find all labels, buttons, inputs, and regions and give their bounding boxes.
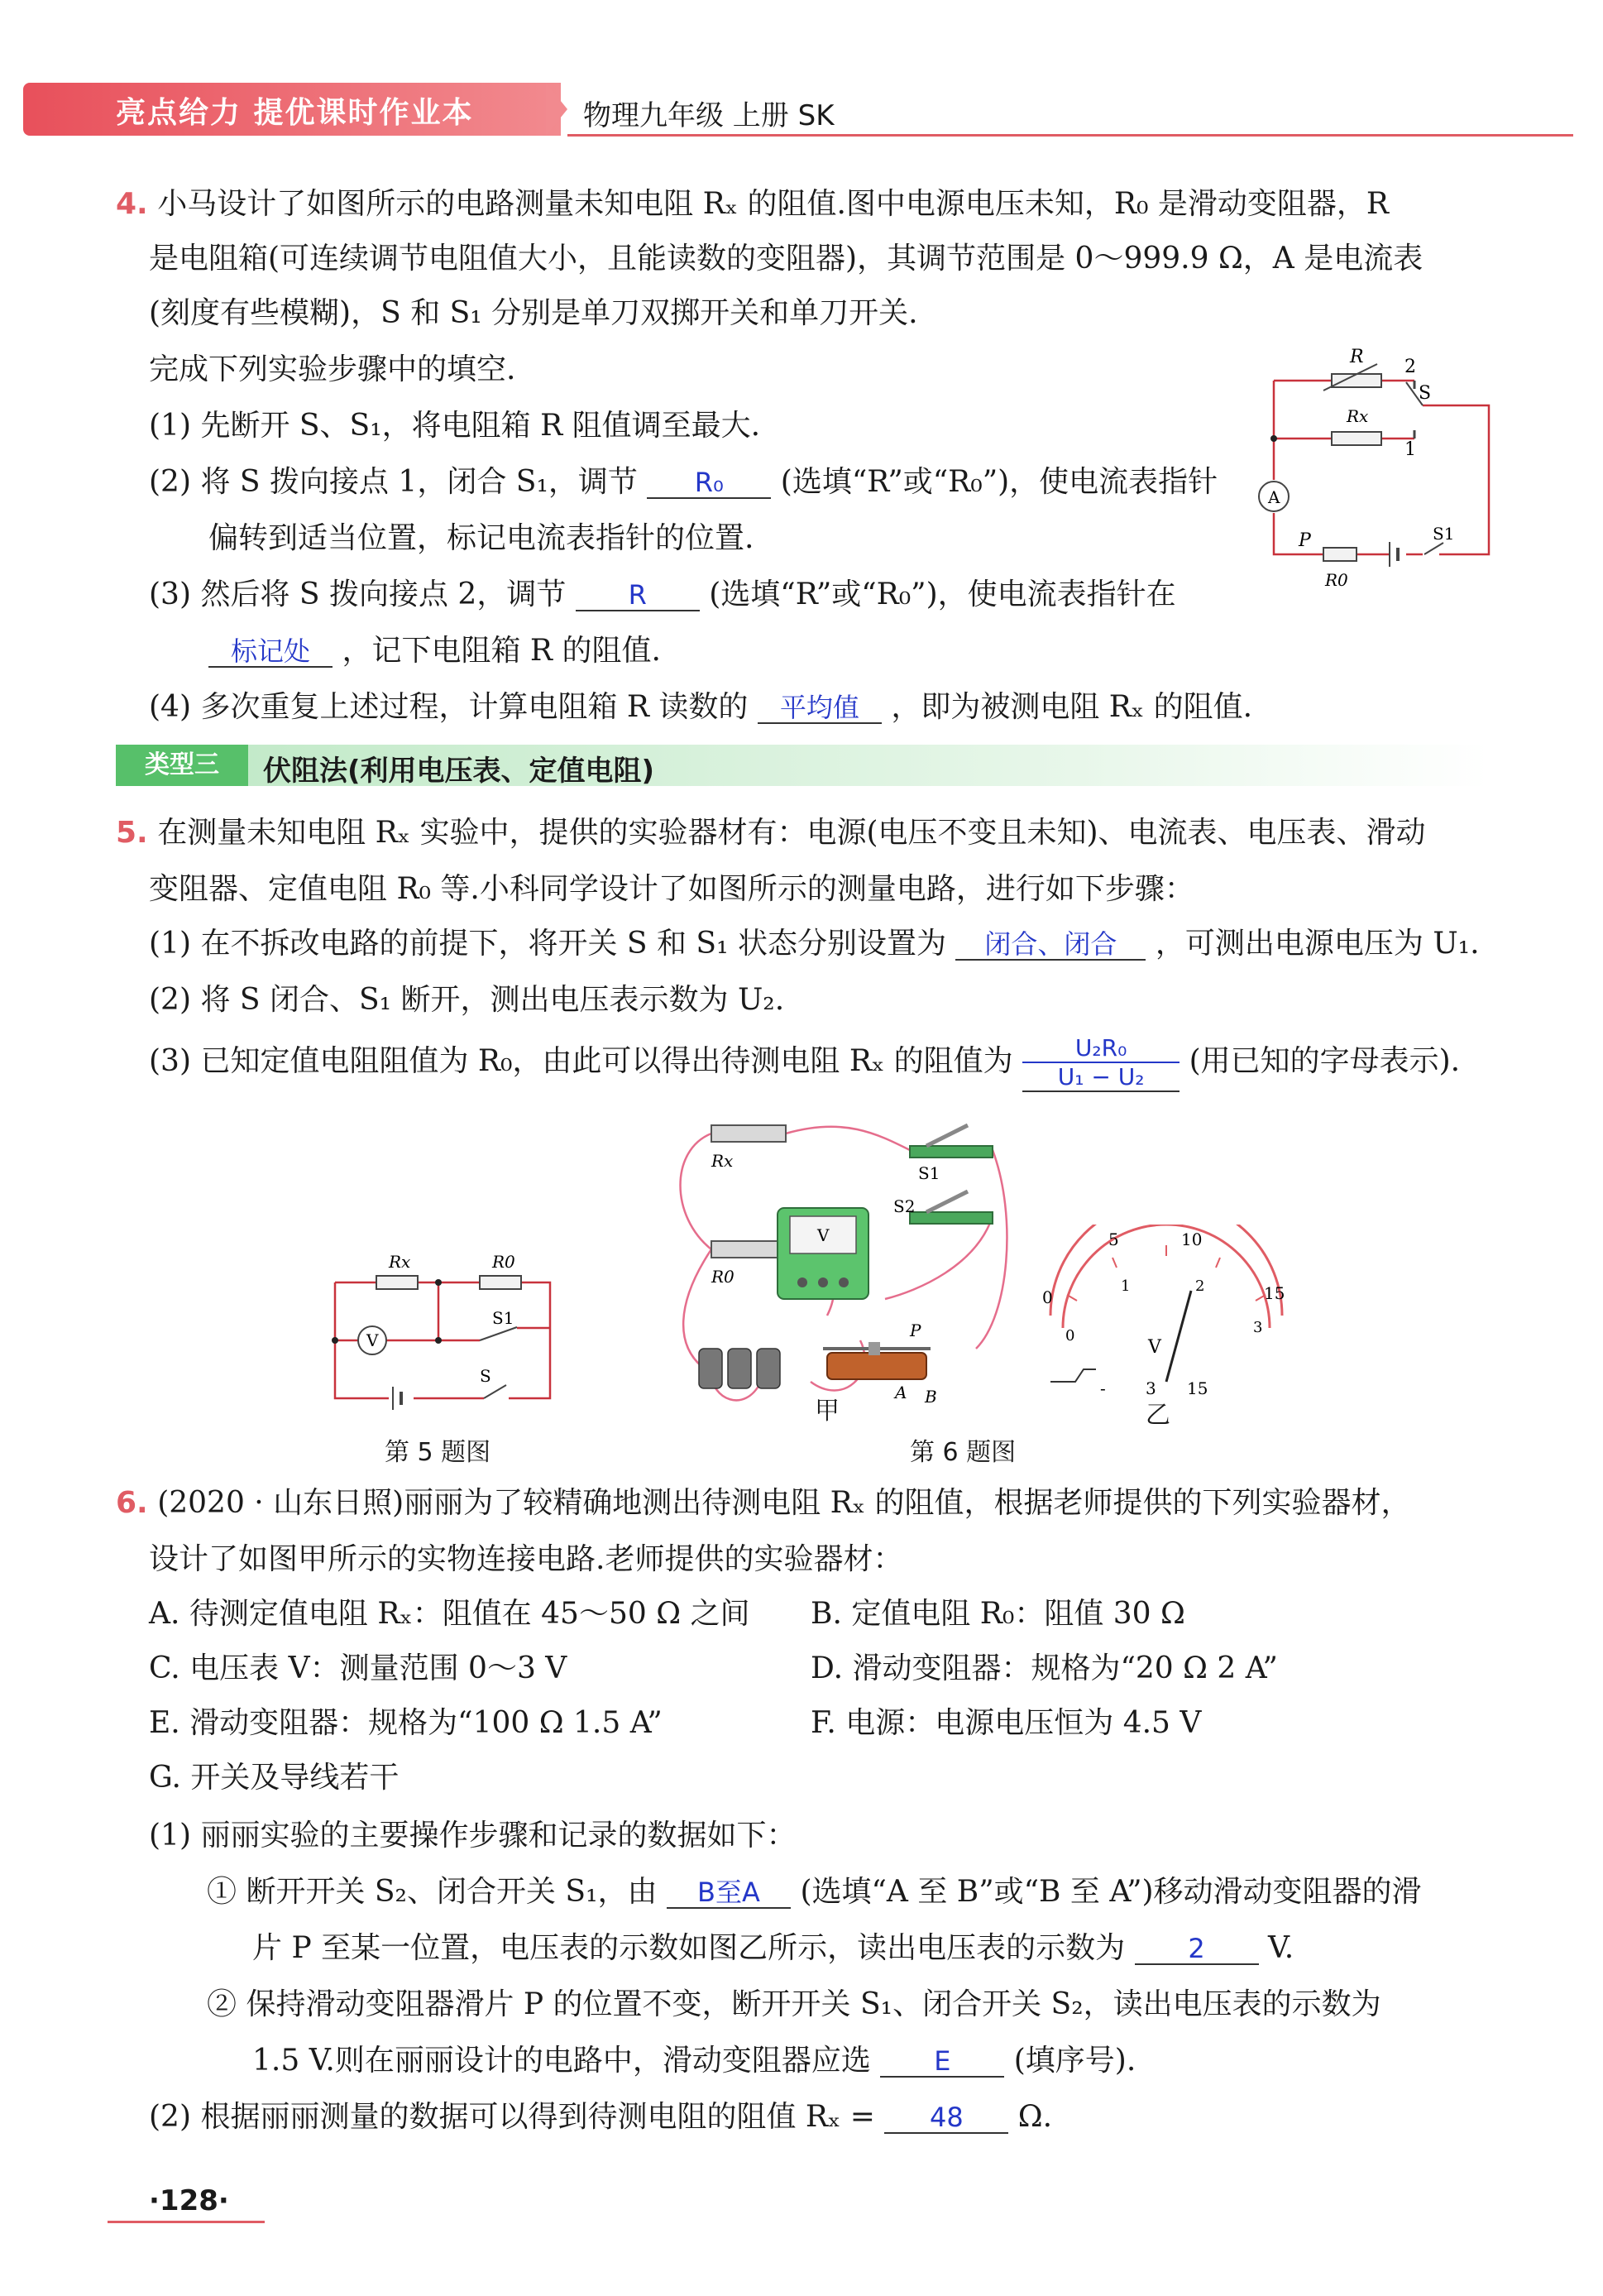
- dial-bottom-0: 0: [1065, 1327, 1075, 1345]
- q6-step-1: ① 断开开关 S₂、闭合开关 S₁，由 B至A (选填“A 至 B”或“B 至 A”)移动滑动变阻器的滑: [207, 1875, 1422, 1909]
- q5-step-2: (2) 将 S 闭合、S₁ 断开，测出电压表示数为 U₂.: [149, 983, 785, 1017]
- q5-circuit-figure: [323, 1233, 562, 1423]
- q5-answer-1: 闭合、闭合: [955, 930, 1146, 961]
- q5-fig-label-R0: R0: [492, 1252, 515, 1272]
- q4-fig-label-R0: R0: [1325, 570, 1348, 590]
- q5-fraction-numerator: U₂R₀: [1022, 1034, 1180, 1063]
- q4-step-4: (4) 多次重复上述过程，计算电阻箱 R 读数的 平均值 ，即为被测电阻 Rₓ 的阻值.: [149, 690, 1253, 724]
- dial-terminal-15: 15: [1187, 1378, 1208, 1398]
- dial-top-5: 5: [1108, 1229, 1119, 1249]
- q5-fig-label-S: S: [480, 1366, 491, 1386]
- q6-option-d: D. 滑动变阻器：规格为“20 Ω 2 A”: [811, 1651, 1278, 1685]
- dial-unit-V: V: [1148, 1337, 1161, 1358]
- fig6-yi-figure: [1034, 1225, 1299, 1415]
- q4-fig-label-1: 1: [1404, 439, 1416, 460]
- q5-step-3: (3) 已知定值电阻阻值为 R₀，由此可以得出待测电阻 Rₓ 的阻值为 $\frac{\text{U₂R₀}}{\text{U₁ − U₂}}$ (用已知的字母表示).: [149, 1034, 1461, 1090]
- subject-title: 物理九年级 上册 SK: [583, 99, 835, 132]
- q4-fig-label-S: S: [1419, 383, 1432, 404]
- page-number: ·128·: [149, 2184, 229, 2217]
- q6-option-e: E. 滑动变阻器：规格为“100 Ω 1.5 A”: [149, 1706, 663, 1740]
- q4-circuit-figure: [1241, 339, 1514, 612]
- dial-bottom-2: 2: [1195, 1277, 1205, 1295]
- fig6-yi-label: 乙: [1146, 1401, 1170, 1430]
- fig6-caption: 第 6 题图: [910, 1438, 1017, 1467]
- q4-answer-1: R₀: [647, 468, 771, 499]
- q6-option-g: G. 开关及导线若干: [149, 1761, 400, 1795]
- dial-terminal-minus: -: [1100, 1378, 1106, 1398]
- header-arrow: [546, 83, 567, 136]
- q6-option-b: B. 定值电阻 R₀：阻值 30 Ω: [811, 1597, 1185, 1631]
- q4-step-2-cont: 偏转到适当位置，标记电流表指针的位置.: [208, 521, 754, 555]
- section-title: 伏阻法(利用电压表、定值电阻): [263, 755, 655, 788]
- fig6-label-A: A: [895, 1383, 907, 1402]
- q6-part-2: (2) 根据丽丽测量的数据可以得到待测电阻的阻值 Rₓ = 48 Ω.: [149, 2100, 1053, 2134]
- q6-line-1: 6. (2020 · 山东日照)丽丽为了较精确地测出待测电阻 Rₓ 的阻值，根据老师提供的下列实验器材，: [116, 1486, 1411, 1520]
- dial-bottom-1: 1: [1121, 1277, 1131, 1295]
- q6-option-a: A. 待测定值电阻 Rₓ：阻值在 45～50 Ω 之间: [149, 1597, 750, 1631]
- q6-number: 6.: [116, 1486, 148, 1520]
- q4-answer-2: R: [576, 581, 700, 611]
- q4-line-2: 是电阻箱(可连续调节电阻值大小，且能读数的变阻器)，其调节范围是 0～999.9 Ω，A 是电流表: [149, 242, 1424, 276]
- fig6-label-meter: V: [817, 1225, 830, 1245]
- q4-line-3: (刻度有些模糊)，S 和 S₁ 分别是单刀双掷开关和单刀开关.: [149, 296, 918, 330]
- fig6-label-S2: S2: [893, 1196, 916, 1216]
- q4-step-2: (2) 将 S 拨向接点 1，闭合 S₁，调节 R₀ (选填“R”或“R₀”)，使电流表指针: [149, 465, 1218, 499]
- q4-step-3: (3) 然后将 S 拨向接点 2，调节 R (选填“R”或“R₀”)，使电流表指针在: [149, 578, 1176, 611]
- q5-line-2: 变阻器、定值电阻 R₀ 等.小科同学设计了如图所示的测量电路，进行如下步骤：: [149, 872, 1194, 906]
- q4-answer-4: 平均值: [758, 693, 882, 724]
- q4-line-4: 完成下列实验步骤中的填空.: [149, 352, 516, 386]
- q4-fig-label-S1: S1: [1433, 524, 1455, 544]
- fig6-jia-figure: [662, 1100, 1026, 1431]
- q5-line-1: 5. 在测量未知电阻 Rₓ 实验中，提供的实验器材有：电源(电压不变且未知)、电流表、电压表、滑动: [116, 816, 1426, 850]
- brand-title: 亮点给力 提优课时作业本: [116, 96, 474, 130]
- fig6-label-Rx: Rx: [711, 1151, 734, 1171]
- q4-fig-label-2: 2: [1404, 357, 1416, 377]
- fig6-label-R0: R0: [711, 1267, 735, 1287]
- q6-option-c: C. 电压表 V：测量范围 0～3 V: [149, 1651, 567, 1685]
- q4-fig-label-P: P: [1299, 530, 1311, 551]
- q6-line-2: 设计了如图甲所示的实物连接电路.老师提供的实验器材：: [149, 1542, 903, 1576]
- dial-terminal-3: 3: [1146, 1378, 1156, 1398]
- q4-fig-label-Rx: Rx: [1347, 406, 1369, 426]
- q6-step-2: ② 保持滑动变阻器滑片 P 的位置不变，断开开关 S₁、闭合开关 S₂，读出电压表的示数为: [207, 1987, 1381, 2021]
- q5-fraction-denominator: U₁ − U₂: [1022, 1063, 1180, 1092]
- q6-step-1-cont: 片 P 至某一位置，电压表的示数如图乙所示，读出电压表的示数为 2 V.: [252, 1931, 1294, 1965]
- fig6-label-P: P: [910, 1321, 921, 1340]
- dial-top-10: 10: [1181, 1229, 1203, 1249]
- q4-fig-label-A: A: [1268, 487, 1280, 507]
- q6-answer-3: E: [880, 2047, 1004, 2078]
- dial-top-0: 0: [1042, 1287, 1053, 1307]
- q6-answer-2: 2: [1135, 1934, 1259, 1965]
- header-divider: [567, 134, 1573, 137]
- section-tag: 类型三: [116, 745, 248, 786]
- q4-answer-3: 标记处: [208, 637, 333, 668]
- q4-line-1: 4. 小马设计了如图所示的电路测量未知电阻 Rₓ 的阻值.图中电源电压未知，R₀ 是滑动变阻器，R: [116, 187, 1389, 221]
- q5-fig-label-S1: S1: [492, 1308, 514, 1328]
- q5-step-1: (1) 在不拆改电路的前提下，将开关 S 和 S₁ 状态分别设置为 闭合、闭合 ，可测出电源电压为 U₁.: [149, 927, 1480, 961]
- q5-caption: 第 5 题图: [385, 1438, 491, 1467]
- q4-step-1: (1) 先断开 S、S₁，将电阻箱 R 阻值调至最大.: [149, 409, 761, 443]
- q5-number: 5.: [116, 816, 148, 850]
- fig6-label-S1: S1: [918, 1163, 940, 1183]
- q4-step-3-cont: 标记处 ，记下电阻箱 R 的阻值.: [208, 627, 661, 669]
- dial-top-15: 15: [1264, 1283, 1285, 1303]
- q4-fig-label-R: R: [1350, 347, 1364, 367]
- q5-fig-label-Rx: Rx: [389, 1252, 411, 1272]
- q6-answer-4: 48: [884, 2103, 1008, 2134]
- q6-option-f: F. 电源：电源电压恒为 4.5 V: [811, 1706, 1202, 1740]
- q6-part-1: (1) 丽丽实验的主要操作步骤和记录的数据如下：: [149, 1819, 797, 1853]
- q5-fig-label-V: V: [366, 1330, 379, 1350]
- q6-answer-1: B至A: [667, 1878, 791, 1909]
- page-number-underline: [108, 2221, 265, 2223]
- q5-answer-fraction: [1022, 1034, 1180, 1092]
- dial-bottom-3: 3: [1253, 1319, 1263, 1336]
- fig6-jia-label: 甲: [815, 1397, 840, 1426]
- fig6-label-B: B: [925, 1387, 937, 1407]
- q4-number: 4.: [116, 187, 148, 221]
- q6-step-2-cont: 1.5 V.则在丽丽设计的电路中，滑动变阻器应选 E (填序号).: [252, 2044, 1136, 2078]
